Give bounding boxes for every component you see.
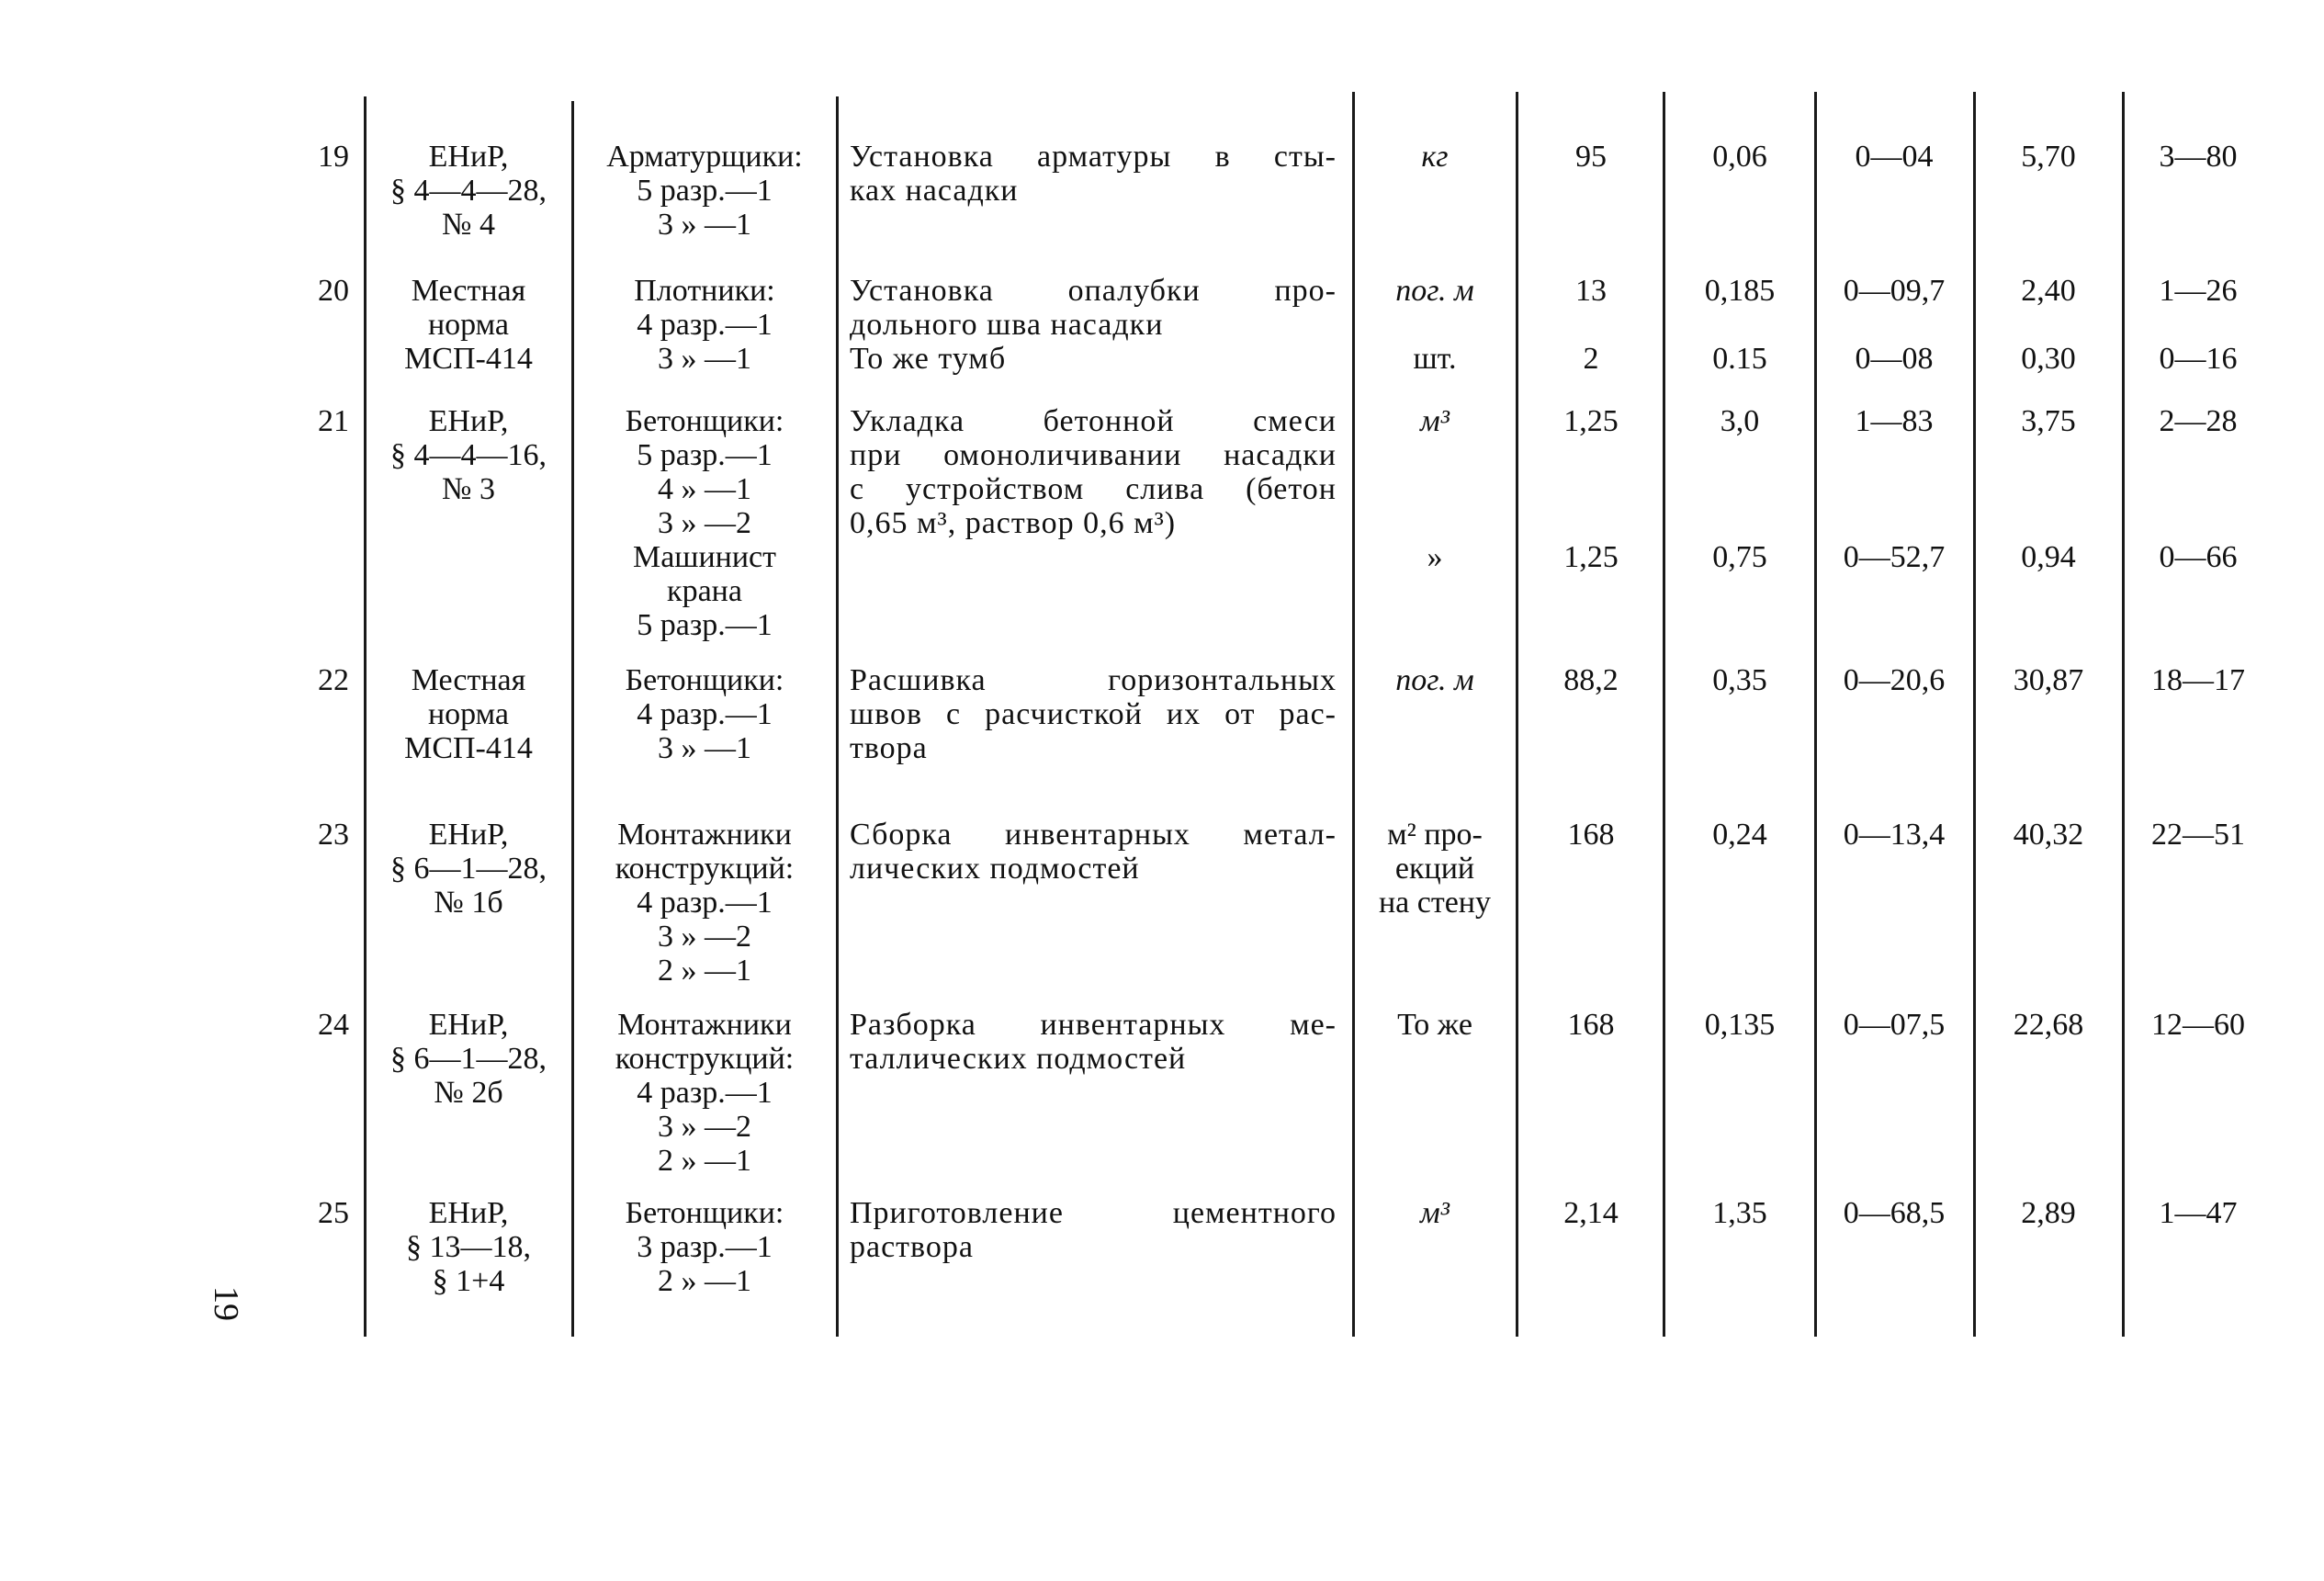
rate: 0—09,7 [1843,274,1946,308]
worker-composition: 3 » —2 [658,920,751,954]
rate: 1—83 [1855,404,1934,438]
work-description: с устройством слива (бетон [850,472,1337,506]
norm-reference: ЕНиР, [428,140,509,174]
total-cost: 1—47 [2159,1196,2238,1230]
column-rule [1663,92,1665,1337]
row-number: 22 [318,663,349,697]
unit-of-measure: екций [1394,852,1475,886]
worker-composition: Монтажники [617,1008,792,1042]
row-number: 21 [318,404,349,438]
work-description: Расшивка горизонтальных [850,663,1337,697]
worker-composition: Бетонщики: [625,404,784,438]
worker-composition: 5 разр.—1 [637,608,773,642]
work-description: 0,65 м³, раствор 0,6 м³) [850,506,1177,540]
rate: 0—07,5 [1843,1008,1946,1042]
work-volume: 13 [1575,274,1607,308]
unit-of-measure: м² про- [1387,818,1483,852]
total-cost: 12—60 [2151,1008,2245,1042]
total-cost: 1—26 [2159,274,2238,308]
row-number: 23 [318,818,349,852]
column-rule [836,96,839,1337]
work-description: Сборка инвентарных метал- [850,818,1337,852]
work-volume: 2,14 [1563,1196,1619,1230]
norm-reference: Местная [411,274,526,308]
unit-of-measure: То же [1397,1008,1472,1042]
worker-composition: Бетонщики: [625,663,784,697]
work-description: Приготовление цементного [850,1196,1337,1230]
norm-reference: ЕНиР, [428,818,509,852]
norm-reference: § 6—1—28, [390,1042,547,1076]
norm-reference: § 6—1—28, [390,852,547,886]
work-description: швов с расчисткой их от рас- [850,697,1337,731]
norm-reference: Местная [411,663,526,697]
worker-composition: 2 » —1 [658,954,751,988]
work-description: То же тумб [850,342,1007,376]
worker-composition: Машинист [632,540,777,574]
work-volume: 1,25 [1563,540,1619,574]
worker-composition: 4 разр.—1 [637,1076,773,1110]
unit-of-measure: пог. м [1395,274,1474,308]
unit-of-measure: м³ [1420,1196,1450,1230]
time-norm: 1,35 [1712,1196,1767,1230]
time-norm: 3,0 [1720,404,1760,438]
total-cost: 0—66 [2159,540,2238,574]
work-description: Разборка инвентарных ме- [850,1008,1337,1042]
unit-of-measure: » [1427,540,1443,574]
norm-reference: МСП-414 [404,342,533,376]
total-cost: 3—80 [2159,140,2238,174]
worker-composition: 4 разр.—1 [637,886,773,920]
row-number: 24 [318,1008,349,1042]
worker-composition: 2 » —1 [658,1264,751,1298]
work-description: ках насадки [850,174,1019,208]
labor-cost: 5,70 [2021,140,2076,174]
worker-composition: 4 » —1 [658,472,751,506]
labor-cost: 3,75 [2021,404,2076,438]
work-description: Укладка бетонной смеси [850,404,1337,438]
row-number: 25 [318,1196,349,1230]
norm-reference: § 13—18, [406,1230,531,1264]
column-rule [571,101,574,1337]
labor-cost: 22,68 [2013,1008,2084,1042]
work-volume: 168 [1567,1008,1615,1042]
labor-cost: 30,87 [2013,663,2084,697]
page-number: 19 [207,1286,245,1321]
total-cost: 2—28 [2159,404,2238,438]
worker-composition: конструкций: [615,1042,795,1076]
work-description: раствора [850,1230,974,1264]
column-rule [1814,92,1817,1337]
time-norm: 0,75 [1712,540,1767,574]
norm-reference: № 4 [442,208,495,242]
unit-of-measure: м³ [1420,404,1450,438]
unit-of-measure: пог. м [1395,663,1474,697]
labor-cost: 40,32 [2013,818,2084,852]
norm-reference: норма [427,308,510,342]
rate: 0—68,5 [1843,1196,1946,1230]
rate: 0—04 [1855,140,1934,174]
row-number: 20 [318,274,349,308]
work-description: дольного шва насадки [850,308,1164,342]
worker-composition: 5 разр.—1 [637,174,773,208]
column-rule [1973,92,1976,1337]
norm-reference: МСП-414 [404,731,533,765]
work-description: таллических подмостей [850,1042,1187,1076]
unit-of-measure: кг [1421,140,1449,174]
worker-composition: 4 разр.—1 [637,697,773,731]
time-norm: 0.15 [1712,342,1767,376]
worker-composition: крана [667,574,742,608]
work-description: твора [850,731,928,765]
worker-composition: 3 » —1 [658,731,751,765]
time-norm: 0,06 [1712,140,1767,174]
time-norm: 0,135 [1704,1008,1776,1042]
work-description: лических подмостей [850,852,1140,886]
work-volume: 95 [1575,140,1607,174]
unit-of-measure: на стену [1378,886,1492,920]
norm-reference: § 4—4—16, [390,438,547,472]
column-rule [364,96,367,1337]
worker-composition: 3 » —1 [658,342,751,376]
norm-reference: № 3 [442,472,495,506]
rate: 0—20,6 [1843,663,1946,697]
worker-composition: Арматурщики: [606,140,803,174]
work-volume: 168 [1567,818,1615,852]
norm-reference: № 1б [434,886,503,920]
labor-cost: 0,94 [2021,540,2076,574]
rate: 0—52,7 [1843,540,1946,574]
work-description: Установка арматуры в сты- [850,140,1337,174]
work-description: при омоноличивании насадки [850,438,1337,472]
worker-composition: 3 » —2 [658,1110,751,1144]
column-rule [1516,92,1518,1337]
time-norm: 0,35 [1712,663,1767,697]
total-cost: 0—16 [2159,342,2238,376]
work-description: Установка опалубки про- [850,274,1337,308]
worker-composition: 3 » —1 [658,208,751,242]
worker-composition: 2 » —1 [658,1144,751,1178]
work-volume: 2 [1583,342,1599,376]
total-cost: 18—17 [2151,663,2245,697]
rate: 0—13,4 [1843,818,1946,852]
norm-reference: ЕНиР, [428,1008,509,1042]
worker-composition: Монтажники [617,818,792,852]
norm-reference: норма [427,697,510,731]
labor-cost: 2,89 [2021,1196,2076,1230]
unit-of-measure: шт. [1413,342,1457,376]
column-rule [1352,92,1355,1337]
worker-composition: 4 разр.—1 [637,308,773,342]
total-cost: 22—51 [2151,818,2245,852]
labor-cost: 0,30 [2021,342,2076,376]
worker-composition: Плотники: [634,274,775,308]
work-volume: 88,2 [1563,663,1619,697]
worker-composition: Бетонщики: [625,1196,784,1230]
time-norm: 0,24 [1712,818,1767,852]
norm-reference: § 4—4—28, [390,174,547,208]
norm-reference: § 1+4 [432,1264,505,1298]
norm-reference: № 2б [434,1076,503,1110]
norm-reference: ЕНиР, [428,404,509,438]
worker-composition: конструкций: [615,852,795,886]
norm-reference: ЕНиР, [428,1196,509,1230]
column-rule [2122,92,2125,1337]
row-number: 19 [318,140,349,174]
worker-composition: 5 разр.—1 [637,438,773,472]
labor-cost: 2,40 [2021,274,2076,308]
work-volume: 1,25 [1563,404,1619,438]
rate: 0—08 [1855,342,1934,376]
time-norm: 0,185 [1704,274,1776,308]
worker-composition: 3 разр.—1 [637,1230,773,1264]
worker-composition: 3 » —2 [658,506,751,540]
